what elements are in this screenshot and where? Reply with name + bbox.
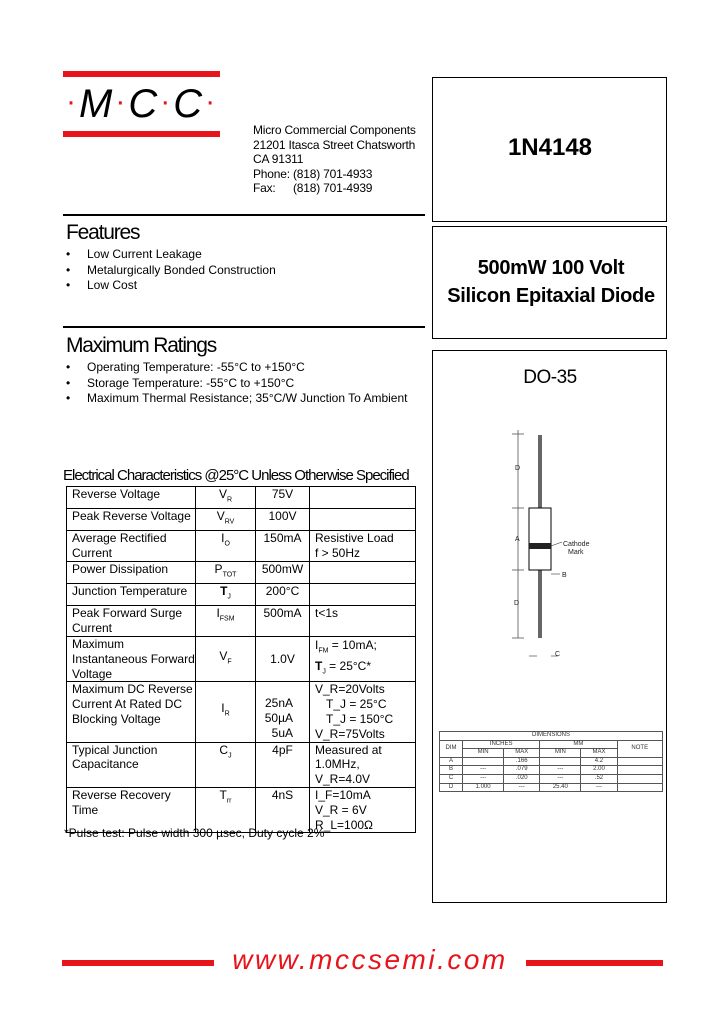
company-phone: Phone: (818) 701-4933 bbox=[253, 166, 373, 181]
features-list bbox=[66, 247, 276, 294]
dim-label-a: A bbox=[515, 536, 520, 543]
company-address bbox=[253, 123, 416, 196]
footer-right-bar bbox=[526, 960, 663, 966]
dim-label-c: C bbox=[555, 651, 561, 658]
features-divider bbox=[63, 214, 425, 216]
table-row: A .166 4.2 bbox=[440, 757, 663, 766]
list-item: • Low Cost bbox=[66, 278, 276, 294]
part-number: 1N4148 bbox=[507, 134, 593, 161]
table-row: Maximum Instantaneous Forward Voltage $V_F$ 1.0V $I_{FM} = 10mA$; $T_J = 25^\circ C*$ bbox=[67, 636, 416, 681]
features-heading: Features bbox=[66, 221, 140, 244]
logo-top-bar bbox=[63, 71, 220, 77]
dim-label-d: D bbox=[515, 465, 521, 472]
list-item: • Maximum Thermal Resistance; 35°C/W Junction To Ambient bbox=[66, 391, 407, 407]
dim-label-d-lower: D bbox=[514, 600, 520, 607]
logo-bottom-bar bbox=[63, 131, 220, 137]
table-row: D 1.000 --- 25.40 --- bbox=[440, 783, 663, 792]
do35-package-drawing bbox=[500, 420, 610, 670]
max-ratings-heading: Maximum Ratings bbox=[66, 334, 217, 357]
package-name: DO-35 bbox=[523, 367, 577, 388]
max-ratings-divider bbox=[63, 326, 425, 328]
list-item: • Operating Temperature: -55°C to +150°C bbox=[66, 360, 407, 376]
company-name: Micro Commercial Components bbox=[253, 123, 416, 137]
footer-left-bar bbox=[62, 960, 214, 966]
electrical-characteristics-table bbox=[66, 486, 416, 833]
table-row: C --- .020 --- .52 bbox=[440, 774, 663, 783]
list-item: • Metalurgically Bonded Construction bbox=[66, 263, 276, 279]
table-row: Power Dissipation $P_{TOT}$ 500mW bbox=[67, 561, 416, 583]
table-row: Average Rectified Current $I_O$ 150mA Resistive Load f > 50Hz bbox=[67, 531, 416, 562]
website-url[interactable]: www.mccsemi.com bbox=[232, 944, 508, 975]
electrical-characteristics-title: Electrical Characteristics @25°C Unless Otherwise Specified bbox=[63, 467, 409, 484]
cathode-mark-label: Mark bbox=[568, 549, 584, 556]
dim-label-b: B bbox=[562, 572, 567, 579]
dimensions-title: DIMENSIONS bbox=[440, 732, 663, 741]
max-ratings-list bbox=[66, 360, 407, 407]
company-fax: Fax: (818) 701-4939 bbox=[253, 181, 373, 196]
dimensions-table: DIMENSIONS DIM INCHES MM NOTE MIN MAX MIN MAX A .166 4.2 B --- .079 --- 2.00 C --- .020 --- .52 D 1.000 --- 25.40 --- bbox=[439, 731, 663, 792]
table-row: Typical Junction Capacitance $C_J$ 4pF Measured at 1.0MHz, V_R=4.0V bbox=[67, 742, 416, 787]
table-row: Reverse Voltage $V_R$ 75V bbox=[67, 487, 416, 509]
cathode-label: Cathode bbox=[563, 541, 590, 548]
list-item: • Storage Temperature: -55°C to +150°C bbox=[66, 376, 407, 392]
table-row: B --- .079 --- 2.00 bbox=[440, 766, 663, 775]
table-row: Maximum DC Reverse Current At Rated DC Blocking Voltage $I_R$ 25nA 50µA 5uA V_R=20Volts T_J = 25°C T_J = 150°C V_R=75Volts bbox=[67, 682, 416, 742]
product-description: 500mW 100 Volt Silicon Epitaxial Diode bbox=[447, 257, 655, 307]
table-row: Peak Reverse Voltage $V_{RV}$ 100V bbox=[67, 509, 416, 531]
table-row: Peak Forward Surge Current $I_{FSM}$ 500mA t<1s bbox=[67, 606, 416, 637]
table-row: Junction Temperature $T_J$ 200°C bbox=[67, 584, 416, 606]
company-street: 21201 Itasca Street Chatsworth bbox=[253, 137, 416, 152]
table-row: Reverse Recovery Time $T_{rr}$ 4nS I_F=10mA V_R = 6V R_L=100Ω bbox=[67, 787, 416, 832]
list-item: • Low Current Leakage bbox=[66, 247, 276, 263]
company-city: CA 91311 bbox=[253, 152, 304, 167]
mcc-logo: ·M·C·C· bbox=[66, 82, 219, 126]
pulse-test-note: *Pulse test: Pulse width 300 µsec, Duty cycle 2% bbox=[64, 826, 325, 840]
